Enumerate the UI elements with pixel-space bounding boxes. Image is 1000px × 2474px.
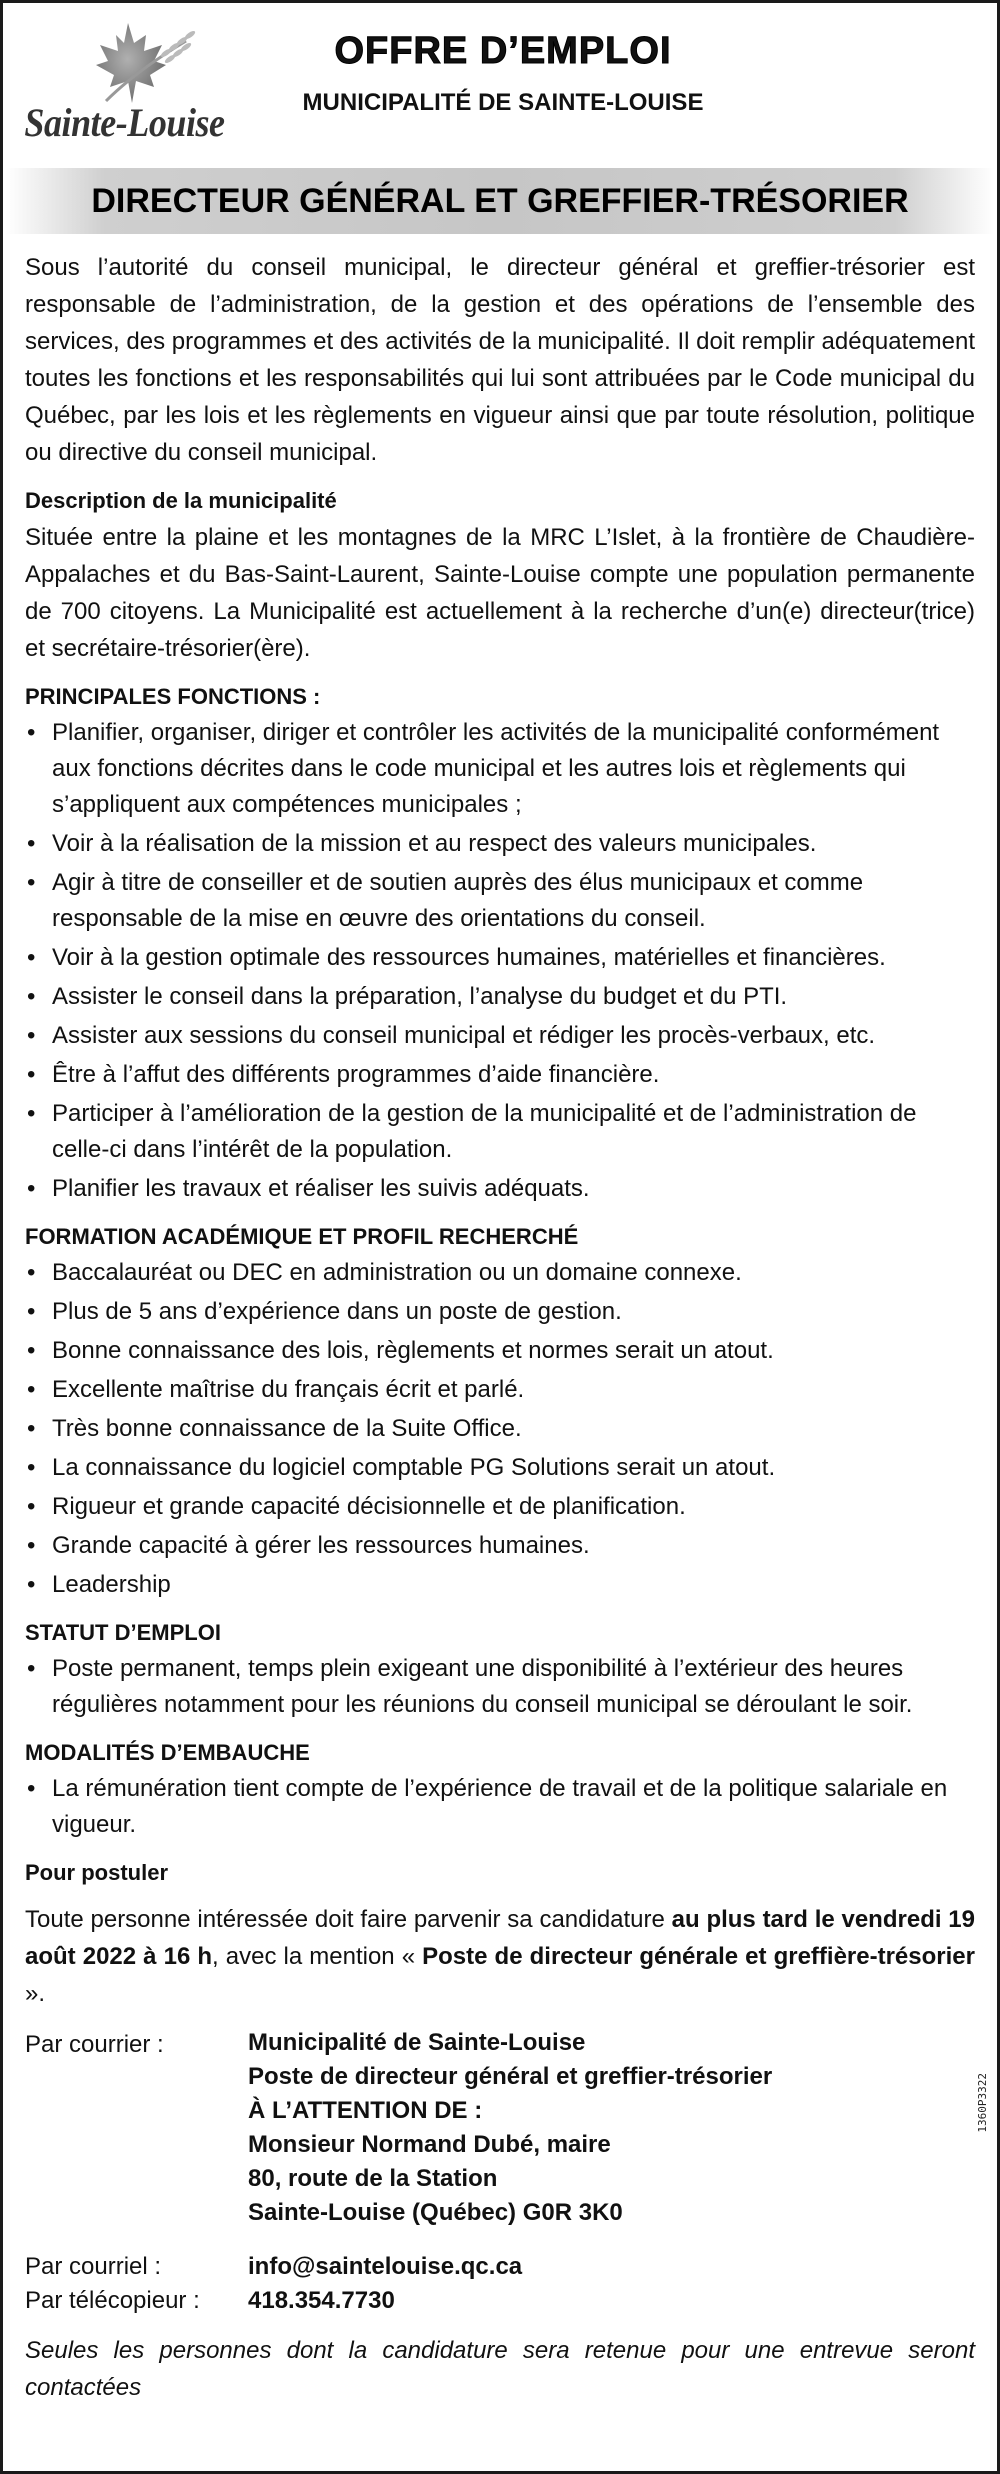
list-item-text: La rémunération tient compte de l’expérience de travail et de la politique salariale en vigueur.	[52, 1775, 948, 1838]
list-item-text: Assister le conseil dans la préparation, l’analyse du budget et du PTI.	[52, 983, 788, 1010]
list-item	[25, 715, 975, 823]
description-paragraph: Située entre la plaine et les montagnes de la MRC L’Islet, à la frontière de Chaudière-Appalaches et du Bas-Saint-Laurent, Sainte-Louise compte une population permanente de 700 citoyens. La Municipalité est actuellement à la recherche d’un(e) directeur(trice) et secrétaire-trésorier(ère).	[25, 524, 975, 662]
apply-text-2: , avec la mention «	[212, 1943, 423, 1970]
apply-text-1: Toute personne intéressée doit faire parvenir sa candidature	[25, 1906, 672, 1933]
list-item	[25, 1528, 975, 1564]
posting-content	[25, 249, 975, 2406]
status-heading: STATUT D’EMPLOI	[25, 1620, 221, 1645]
hiring-list	[25, 1771, 975, 1843]
bullet-icon: •	[27, 1376, 36, 1403]
bullet-icon: •	[27, 1061, 36, 1088]
list-item-text: Excellente maîtrise du français écrit et parlé.	[52, 1376, 525, 1403]
profile-list	[25, 1255, 975, 1603]
list-item-text: Participer à l’amélioration de la gestion de la municipalité et de l’administration de celle-ci dans l’intérêt de la population.	[52, 1100, 917, 1163]
list-item-text: La connaissance du logiciel comptable PG Solutions serait un atout.	[52, 1454, 776, 1481]
apply-heading: Pour postuler	[25, 1860, 169, 1885]
list-item	[25, 1567, 975, 1603]
bullet-icon: •	[27, 1259, 36, 1286]
bullet-icon: •	[27, 869, 36, 896]
list-item-text: Baccalauréat ou DEC en administration ou un domaine connexe.	[52, 1259, 742, 1286]
bullet-icon: •	[27, 944, 36, 971]
list-item	[25, 1057, 975, 1093]
functions-list	[25, 715, 975, 1207]
closing-note: Seules les personnes dont la candidature sera retenue pour une entrevue seront contactées	[25, 2337, 975, 2401]
apply-deadline: au plus tard le vendredi 19 août 2022 à 16 h	[25, 1906, 975, 1970]
list-item	[25, 1096, 975, 1168]
bullet-icon: •	[27, 1175, 36, 1202]
position-title: DIRECTEUR GÉNÉRAL ET GREFFIER-TRÉSORIER	[91, 182, 909, 220]
email-row	[25, 2250, 975, 2284]
list-item-text: Être à l’affut des différents programmes d’aide financière.	[52, 1061, 660, 1088]
intro-paragraph: Sous l’autorité du conseil municipal, le directeur général et greffier-trésorier est responsable de l’administration, de la gestion et des opérations de l’ensemble des services, des programmes et des activités de la municipalité. Il doit remplir adéquatement toutes les fonctions et les responsabilités qui lui sont attribuées par le Code municipal du Québec, par les lois et les règlements en vigueur ainsi que par toute résolution, politique ou directive du conseil municipal.	[25, 254, 975, 466]
list-item	[25, 1294, 975, 1330]
list-item	[25, 1372, 975, 1408]
ad-code: 1360P3322	[976, 2073, 989, 2133]
list-item	[25, 1450, 975, 1486]
list-item	[25, 1255, 975, 1291]
functions-heading: PRINCIPALES FONCTIONS :	[25, 684, 321, 709]
list-item-text: Voir à la réalisation de la mission et au respect des valeurs municipales.	[52, 830, 817, 857]
bullet-icon: •	[27, 719, 36, 746]
address-line: Municipalité de Sainte-Louise	[248, 2029, 586, 2056]
list-item	[25, 1333, 975, 1369]
address-line: Poste de directeur général et greffier-trésorier	[248, 2063, 773, 2090]
mail-address-block	[25, 2026, 975, 2230]
list-item-text: Bonne connaissance des lois, règlements et normes serait un atout.	[52, 1337, 774, 1364]
bullet-icon: •	[27, 1454, 36, 1481]
list-item	[25, 1489, 975, 1525]
list-item-text: Poste permanent, temps plein exigeant une disponibilité à l’extérieur des heures régulières notamment pour les réunions du conseil municipal se déroulant le soir.	[52, 1655, 913, 1718]
fax-label: Par télécopieur :	[25, 2287, 200, 2314]
bullet-icon: •	[27, 1532, 36, 1559]
list-item	[25, 1171, 975, 1207]
address-line: 80, route de la Station	[248, 2165, 498, 2192]
fax-row	[25, 2284, 975, 2318]
list-item	[25, 865, 975, 937]
bullet-icon: •	[27, 1571, 36, 1598]
apply-mention: Poste de directeur générale et greffière-trésorier	[422, 1943, 975, 1970]
bullet-icon: •	[27, 1337, 36, 1364]
list-item	[25, 979, 975, 1015]
list-item	[25, 1771, 975, 1843]
list-item-text: Planifier, organiser, diriger et contrôler les activités de la municipalité conformément aux fonctions décrites dans le code municipal et les autres lois et règlements qui s’appliquent aux compétences municipales ;	[52, 719, 940, 818]
position-banner	[6, 168, 994, 234]
bullet-icon: •	[27, 983, 36, 1010]
bullet-icon: •	[27, 1493, 36, 1520]
list-item	[25, 1018, 975, 1054]
list-item-text: Planifier les travaux et réaliser les suivis adéquats.	[52, 1175, 590, 1202]
maple-leaf-wheat-icon	[66, 21, 216, 111]
apply-paragraph	[25, 1901, 975, 2012]
fax-number: 418.354.7730	[248, 2287, 395, 2314]
list-item	[25, 1651, 975, 1723]
mail-address	[248, 2026, 772, 2230]
list-item-text: Rigueur et grande capacité décisionnelle et de planification.	[52, 1493, 686, 1520]
list-item-text: Agir à titre de conseiller et de soutien auprès des élus municipaux et comme responsable de la mise en œuvre des orientations du conseil.	[52, 869, 864, 932]
bullet-icon: •	[27, 1415, 36, 1442]
profile-heading: FORMATION ACADÉMIQUE ET PROFIL RECHERCHÉ	[25, 1224, 579, 1249]
description-heading: Description de la municipalité	[25, 488, 337, 513]
bullet-icon: •	[27, 1022, 36, 1049]
list-item-text: Plus de 5 ans d’expérience dans un poste de gestion.	[52, 1298, 622, 1325]
document-title: OFFRE D’EMPLOI	[334, 30, 672, 72]
email-label: Par courriel :	[25, 2253, 162, 2280]
municipality-logo	[21, 21, 251, 151]
bullet-icon: •	[27, 1100, 36, 1127]
list-item-text: Très bonne connaissance de la Suite Office.	[52, 1415, 522, 1442]
bullet-icon: •	[27, 830, 36, 857]
bullet-icon: •	[27, 1298, 36, 1325]
mail-label: Par courrier :	[25, 2031, 164, 2058]
address-line: Monsieur Normand Dubé, maire	[248, 2131, 611, 2158]
apply-text-3: ».	[25, 1980, 46, 2007]
bullet-icon: •	[27, 1775, 36, 1802]
list-item-text: Assister aux sessions du conseil municipal et rédiger les procès-verbaux, etc.	[52, 1022, 876, 1049]
list-item-text: Grande capacité à gérer les ressources humaines.	[52, 1532, 590, 1559]
list-item	[25, 826, 975, 862]
municipality-name: MUNICIPALITÉ DE SAINTE-LOUISE	[302, 89, 704, 116]
list-item-text: Voir à la gestion optimale des ressources humaines, matérielles et financières.	[52, 944, 886, 971]
logo-wordmark: Sainte-Louise	[24, 100, 225, 145]
email-link[interactable]: info@saintelouise.qc.ca	[248, 2253, 523, 2280]
status-list	[25, 1651, 975, 1723]
list-item-text: Leadership	[52, 1571, 171, 1598]
address-line: Sainte-Louise (Québec) G0R 3K0	[248, 2199, 623, 2226]
address-line: À L’ATTENTION DE :	[248, 2097, 483, 2124]
hiring-heading: MODALITÉS D’EMBAUCHE	[25, 1740, 310, 1765]
list-item	[25, 940, 975, 976]
list-item	[25, 1411, 975, 1447]
bullet-icon: •	[27, 1655, 36, 1682]
